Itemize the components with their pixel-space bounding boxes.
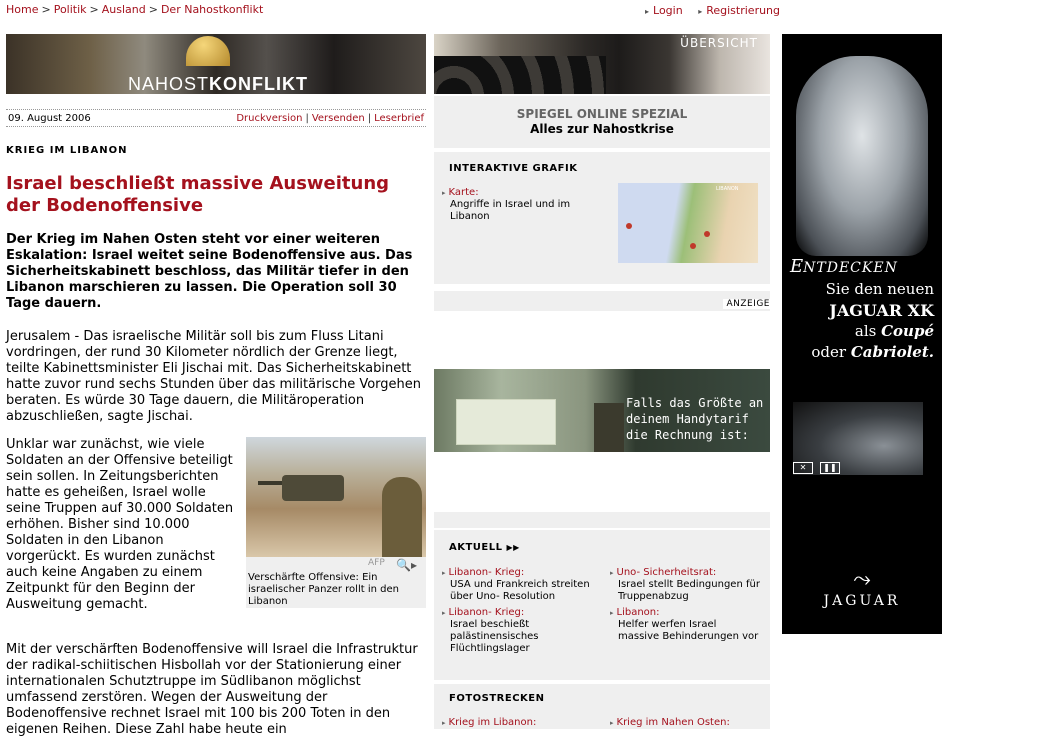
send-link[interactable]: Versenden [311, 113, 365, 124]
spezial-title[interactable]: Alles zur Nahostkrise [530, 122, 674, 136]
news-item: ▸ Libanon- Krieg: Israel beschießt palästinensisches Flüchtlingslager [442, 607, 539, 654]
news-item: ▸ Libanon- Krieg: USA und Frankreich streiten über Uno- Resolution [442, 567, 590, 602]
triangle-right-icon: ▸ [442, 719, 446, 727]
photo-galleries-box [434, 684, 770, 729]
map-thumbnail[interactable] [618, 183, 758, 263]
gallery-link[interactable]: Krieg im Nahen Osten: [616, 717, 730, 728]
jaguar-logo: ⤳ JAGUAR [782, 569, 942, 609]
spezial-teaser[interactable] [434, 96, 770, 148]
triangle-right-icon: ▸ [645, 7, 650, 16]
overview-label: ÜBERSICHT [680, 36, 758, 50]
graphic-item [442, 187, 592, 223]
news-link[interactable]: Uno- Sicherheitsrat: [616, 567, 717, 578]
triangle-right-icon: ▸ [610, 719, 614, 727]
attack-marker [690, 243, 696, 249]
interactive-graphic-heading: INTERAKTIVE GRAFIK [449, 163, 578, 174]
ad-label-bar [434, 291, 770, 311]
triangle-right-icon: ▸ [610, 609, 614, 617]
mobile-tariff-ad[interactable] [434, 369, 770, 452]
leaping-cat-icon: ⤳ [853, 567, 871, 592]
spezial-kicker: SPIEGEL ONLINE SPEZIAL [516, 107, 688, 121]
breadcrumb-home[interactable]: Home [6, 3, 39, 16]
breadcrumb [6, 3, 263, 16]
photo-caption: Verschärfte Offensive: Ein israelischer Panzer rollt in den Libanon [248, 572, 399, 607]
zoom-icon[interactable]: 🔍▸ [396, 558, 417, 572]
news-box [434, 512, 770, 680]
pause-icon[interactable]: ❚❚ [820, 462, 840, 474]
article-paragraph: Mit der verschärften Bodenoffensive will Israel die Infrastruktur der radikal-schiitischen Hisbollah vor der Stationierung einer internationalen Schutztruppe im Südlibanon möglichst umfassend zerstören. Wegen der Ausweitung der Bodenoffensive rechnet Israel mit 100 bis 200 Toten in den eigenen Reihen. Diese Zahl habe heute ein [6, 642, 418, 737]
letter-link[interactable]: Leserbrief [374, 113, 424, 124]
article-headline: Israel beschließt massive Ausweitung der Bodenoffensive [6, 173, 390, 216]
news-item: ▸ Uno- Sicherheitsrat: Israel stellt Bedingungen für Truppenabzug [610, 567, 760, 602]
triangle-right-icon: ▸ [442, 609, 446, 617]
triangle-right-icon: ▸ [442, 569, 446, 577]
attack-marker [626, 223, 632, 229]
breadcrumb-separator: > [41, 3, 51, 16]
article-intro: Der Krieg im Nahen Osten steht vor einer weiteren Eskalation: Israel weitet seine Bodenoffensive aus. Das Sicherheitskabinett beschloss, das Militär tiefer in den Libanon marschieren zu lassen. Die Operation soll 30 Tage dauern. [6, 232, 413, 311]
gallery-item [610, 717, 730, 728]
register-link[interactable]: Registrierung [706, 4, 781, 17]
breadcrumb-separator: > [89, 3, 99, 16]
breadcrumb-separator: > [148, 3, 158, 16]
breadcrumb-ausland[interactable]: Ausland [101, 3, 146, 16]
section-banner-title: NAHOSTKONFLIKT [128, 74, 308, 94]
tank-photo[interactable] [246, 437, 426, 557]
section-banner[interactable] [6, 34, 426, 94]
news-link[interactable]: Libanon: [616, 607, 660, 618]
car-image [796, 56, 928, 256]
jaguar-ad[interactable] [782, 34, 942, 634]
map-description: Angriffe in Israel und im Libanon [450, 199, 571, 222]
news-link[interactable]: Libanon- Krieg: [448, 567, 525, 578]
article-kicker: KRIEG IM LIBANON [6, 145, 128, 156]
user-nav [645, 4, 792, 17]
map-label: LIBANON [716, 186, 739, 192]
close-icon[interactable]: ✕ [793, 462, 813, 474]
ad-copy: ENTDECKEN Sie den neuen JAGUAR XK als Coupé oder Cabriolet. [790, 256, 934, 361]
ad-label: ANZEIGE [723, 299, 770, 309]
triangle-right-icon: ▸ [698, 7, 703, 16]
ad-text: Falls das Größte an deinem Handytarif die Rechnung ist: [626, 396, 764, 442]
article-paragraph: Jerusalem - Das israelische Militär soll bis zum Fluss Litani vordringen, der rund 30 Kilometer nördlich der Grenze liegt, teilte Kabinettsminister Eli Jischai mit. Das Sicherheitskabinett hatte zuvor rund sechs Stunden über das militärische Vorgehen beraten. Es würde 30 Tage dauern, die Militäroperation abzuschließen, sagte Jischai. [6, 329, 422, 424]
dome-image [186, 36, 230, 66]
map-link[interactable]: Karte: [448, 187, 479, 198]
breadcrumb-politik[interactable]: Politik [53, 3, 87, 16]
news-heading[interactable]: AKTUELL ▶▶ [449, 542, 520, 553]
article-paragraph: Unklar war zunächst, wie viele Soldaten an der Offensive beteiligt sein sollen. In Zeitungsberichten hatte es geheißen, Israel wolle seine Truppen auf 30.000 Soldaten erhöhen. Bisher sind 10.000 Soldaten in den Libanon vorgerückt. Es wurden zunächst auch keine Angaben zu einem Zeitpunkt für den Beginn der Ausweitung gemacht. [6, 437, 234, 612]
triangle-right-icon: ▸ [610, 569, 614, 577]
photo-galleries-heading: FOTOSTRECKEN [449, 693, 545, 704]
breadcrumb-nahostkonflikt[interactable]: Der Nahostkonflikt [160, 3, 264, 16]
gallery-item [442, 717, 536, 728]
gallery-link[interactable]: Krieg im Libanon: [448, 717, 537, 728]
photo-credit: AFP [368, 558, 385, 568]
print-link[interactable]: Druckversion [236, 113, 303, 124]
interactive-graphic-box [434, 152, 770, 284]
article-photo [246, 437, 426, 608]
news-link[interactable]: Libanon- Krieg: [448, 607, 525, 618]
overview-teaser-image[interactable] [434, 34, 770, 94]
invoice-image [456, 399, 556, 445]
article-date: 09. August 2006 [8, 113, 91, 124]
double-arrow-icon: ▶▶ [506, 543, 520, 552]
article-toolbar: 09. August 2006 Druckversion | Versenden | Leserbrief [6, 109, 426, 127]
login-link[interactable]: Login [653, 4, 683, 17]
attack-marker [704, 231, 710, 237]
triangle-right-icon: ▸ [442, 189, 446, 197]
news-item: ▸ Libanon: Helfer werfen Israel massive Behinderungen vor [610, 607, 759, 642]
